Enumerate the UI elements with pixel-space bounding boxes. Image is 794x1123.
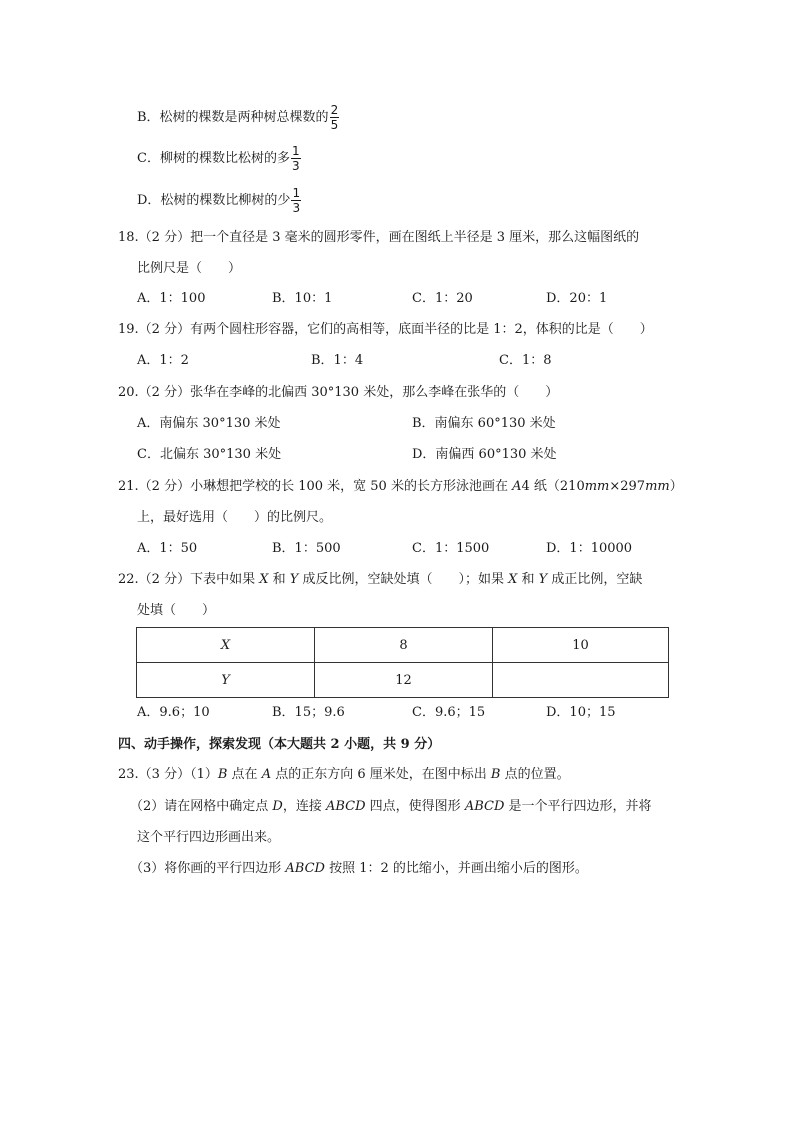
q18-stem-line2: 比例尺是（ ）: [137, 261, 242, 276]
q23-point: B: [217, 767, 228, 782]
q18-option-a: A．1：100: [137, 291, 206, 306]
q23-text: （2）请在网格中确定点: [130, 799, 273, 814]
q23-part2-line2: 这个平行四边形画出来。: [137, 830, 281, 845]
table-cell: 10: [493, 628, 669, 663]
q19-stem: 19.（2 分）有两个圆柱形容器，它们的高相等，底面半径的比是 1：2，体积的比是（ ）: [118, 322, 653, 337]
section-heading: 四、动手操作，探索发现（本大题共 2 小题，共 9 分）: [118, 737, 441, 752]
q22-stem-line2: 处填（ ）: [137, 603, 216, 618]
q22-stem-line1: [118, 573, 642, 586]
q17-option-b: [137, 104, 339, 131]
fraction-denominator: 3: [291, 159, 300, 173]
q22-var-y: Y: [289, 572, 299, 587]
q17-option-d-text: D．松树的棵数比柳树的少: [137, 193, 291, 208]
q23-text: 点的正东方向 6 厘米处，在图中标出: [271, 767, 491, 782]
q19-option-b: B．1：4: [311, 353, 364, 368]
q21-text: ×297: [609, 479, 646, 494]
fraction-2-5: [330, 104, 340, 131]
q20-stem: 20.（2 分）张华在李峰的北偏西 30°130 米处，那么李峰在张华的（ ）: [118, 385, 559, 400]
q23-point: D: [272, 799, 283, 814]
fraction-numerator: 2: [330, 103, 339, 117]
q22-text: 22.（2 分）下表中如果: [118, 572, 260, 587]
q22-option-d: D．10；15: [546, 705, 616, 720]
table-cell: 12: [315, 663, 493, 698]
q21-option-d: D．1：10000: [546, 541, 633, 556]
q21-option-a: A．1：50: [137, 541, 198, 556]
q23-part1: [118, 768, 570, 781]
q17-option-c: [137, 145, 301, 172]
q21-stem-line2: 上，最好选用（ ）的比例尺。: [137, 510, 333, 525]
q19-option-a: A．1：2: [137, 353, 189, 368]
q18-option-d: D．20：1: [546, 291, 608, 306]
q20-option-c: C．北偏东 30°130 米处: [137, 447, 282, 462]
q22-text: 成正比例，空缺: [547, 572, 643, 587]
q21-text: 21.（2 分）小琳想把学校的长 100 米，宽 50 米的长方形泳池画在: [118, 479, 513, 494]
table-row: [137, 663, 669, 698]
q18-option-c: C．1：20: [412, 291, 473, 306]
q22-var-x: X: [508, 572, 518, 587]
q23-part2: [130, 800, 652, 813]
table-row: [137, 628, 669, 663]
q22-text: 和: [268, 572, 290, 587]
q23-shape: ABCD: [325, 799, 366, 814]
q22-option-a: A．9.6；10: [137, 705, 210, 720]
fraction-denominator: 3: [292, 201, 301, 215]
fraction-numerator: 1: [291, 144, 300, 158]
q18-option-b: B．10：1: [272, 291, 333, 306]
q18-stem-line1: 18.（2 分）把一个直径是 3 毫米的圆形零件，画在图纸上半径是 3 厘米，那么这幅图纸的: [118, 230, 640, 245]
q21-unit: mm: [584, 479, 610, 494]
q21-option-c: C．1：1500: [412, 541, 490, 556]
table-cell: 8: [315, 628, 493, 663]
q23-text: （3）将你画的平行四边形: [130, 861, 286, 876]
q17-option-d: [137, 187, 301, 214]
q21-stem-line1: [118, 480, 683, 493]
q22-var-x: X: [259, 572, 269, 587]
q23-point: A: [261, 767, 272, 782]
fraction-numerator: 1: [292, 186, 301, 200]
q23-text: 23.（3 分）（1）: [118, 767, 218, 782]
table-cell: X: [137, 628, 315, 663]
fraction-denominator: 5: [330, 118, 339, 132]
q23-text: 按照 1：2 的比缩小，并画出缩小后的图形。: [324, 861, 588, 876]
q23-text: 四点，使得图形: [365, 799, 465, 814]
q17-option-b-text: B．松树的棵数是两种树总棵数的: [137, 110, 329, 125]
q21-unit: mm: [645, 479, 670, 494]
q23-point: B: [490, 767, 501, 782]
q22-text: 和: [517, 572, 539, 587]
q23-text: ，连接: [282, 799, 326, 814]
q20-option-b: B．南偏东 60°130 米处: [412, 416, 556, 431]
q21-text: ）: [669, 479, 683, 494]
q23-shape: ABCD: [285, 861, 325, 876]
q20-option-d: D．南偏西 60°130 米处: [412, 447, 557, 462]
table-cell-blank: [493, 663, 669, 698]
q23-part3: [130, 862, 588, 875]
q21-paper-letter: A: [512, 479, 522, 494]
q22-table: [136, 627, 669, 698]
q22-text: 成反比例，空缺处填（ ）；如果: [298, 572, 509, 587]
q23-text: 是一个平行四边形，并将: [504, 799, 652, 814]
fraction-1-3: [291, 145, 301, 172]
q22-option-c: C．9.6；15: [412, 705, 486, 720]
q21-text: 4 纸（210: [521, 479, 585, 494]
q23-text: 点在: [227, 767, 262, 782]
fraction-1-3: [291, 187, 301, 214]
q23-shape: ABCD: [464, 799, 505, 814]
q22-option-b: B．15；9.6: [272, 705, 345, 720]
q19-option-c: C．1：8: [499, 353, 552, 368]
q17-option-c-text: C．柳树的棵数比松树的多: [137, 151, 290, 166]
q21-option-b: B．1：500: [272, 541, 341, 556]
q20-option-a: A．南偏东 30°130 米处: [137, 416, 281, 431]
q23-text: 点的位置。: [500, 767, 570, 782]
table-cell: Y: [137, 663, 315, 698]
q22-var-y: Y: [538, 572, 548, 587]
